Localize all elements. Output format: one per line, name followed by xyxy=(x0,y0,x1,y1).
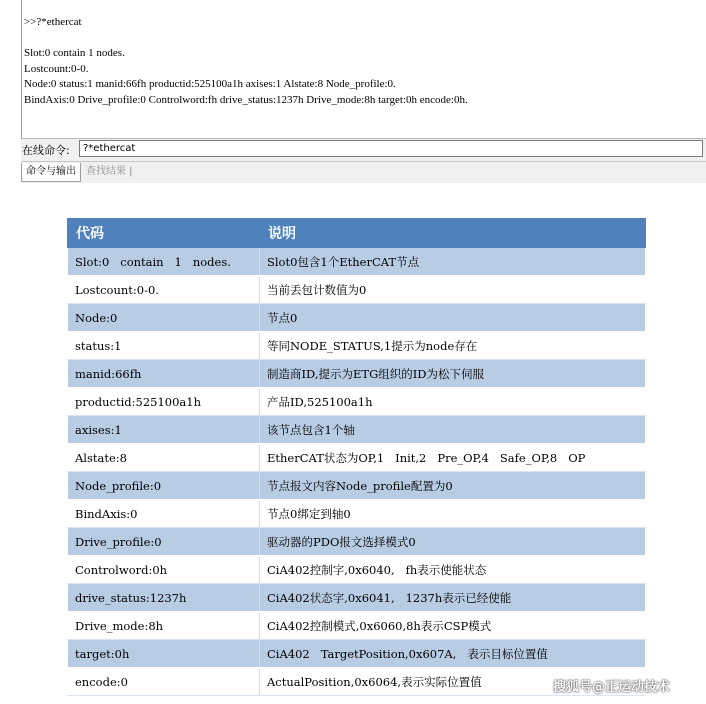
table-row xyxy=(68,472,646,500)
description-cell: 当前丢包计数值为0 xyxy=(260,276,646,304)
command-bar xyxy=(21,138,706,161)
command-input[interactable] xyxy=(79,140,703,157)
table-row xyxy=(68,304,646,332)
tab-find-results[interactable]: 查找结果 | xyxy=(86,166,133,177)
description-cell: CiA402控制字,0x6040, fh表示使能状态 xyxy=(260,556,646,584)
code-cell: status:1 xyxy=(68,332,260,360)
table-row xyxy=(68,640,646,668)
code-cell: Node:0 xyxy=(68,304,260,332)
header-description: 说明 xyxy=(260,219,646,248)
console-line xyxy=(24,31,468,47)
code-cell: productid:525100a1h xyxy=(68,388,260,416)
table-row xyxy=(68,416,646,444)
description-cell: 该节点包含1个轴 xyxy=(260,416,646,444)
code-cell: axises:1 xyxy=(68,416,260,444)
description-cell: 制造商ID,提示为ETG组织的ID为松下伺服 xyxy=(260,360,646,388)
description-cell: 驱动器的PDO报文选择模式0 xyxy=(260,528,646,556)
description-cell: CiA402 TargetPosition,0x607A, 表示目标位置值 xyxy=(260,640,646,668)
table-row xyxy=(68,528,646,556)
tab-command-output[interactable]: 命令与输出 xyxy=(21,163,81,182)
explanation-table xyxy=(67,218,646,696)
description-cell: 等同NODE_STATUS,1提示为node存在 xyxy=(260,332,646,360)
command-label: 在线命令: xyxy=(22,144,70,157)
console-lines xyxy=(24,15,468,108)
code-cell: manid:66fh xyxy=(68,360,260,388)
console-line: >>?*ethercat xyxy=(24,16,82,28)
header-code: 代码 xyxy=(68,219,260,248)
code-cell: Lostcount:0-0. xyxy=(68,276,260,304)
description-cell: EtherCAT状态为OP,1 Init,2 Pre_OP,4 Safe_OP,8 OP xyxy=(260,444,646,472)
console-line: BindAxis:0 Drive_profile:0 Controlword:fh drive_status:1237h Drive_mode:8h target:0h encode:0h. xyxy=(24,93,468,106)
code-cell: drive_status:1237h xyxy=(68,584,260,612)
description-cell: 节点0绑定到轴0 xyxy=(260,500,646,528)
code-cell: BindAxis:0 xyxy=(68,500,260,528)
table-row xyxy=(68,332,646,360)
description-cell: 节点报文内容Node_profile配置为0 xyxy=(260,472,646,500)
watermark: 搜狐号@正运动技术 xyxy=(553,680,671,695)
table-row xyxy=(68,276,646,304)
code-cell: Slot:0 contain 1 nodes. xyxy=(68,248,260,276)
description-cell: ActualPosition,0x6064,表示实际位置值 xyxy=(260,668,646,696)
table-row xyxy=(68,584,646,612)
description-cell: CiA402控制模式,0x6060,8h表示CSP模式 xyxy=(260,612,646,640)
code-cell: encode:0 xyxy=(68,668,260,696)
code-cell: Controlword:0h xyxy=(68,556,260,584)
table-row xyxy=(68,500,646,528)
description-cell: CiA402状态字,0x6041, 1237h表示已经使能 xyxy=(260,584,646,612)
table-row xyxy=(68,444,646,472)
console-line: Node:0 status:1 manid:66fh productid:525100a1h axises:1 Alstate:8 Node_profile:0. xyxy=(24,78,396,90)
code-cell: Node_profile:0 xyxy=(68,472,260,500)
code-cell: Alstate:8 xyxy=(68,444,260,472)
table-header-row xyxy=(68,219,646,248)
code-cell: Drive_profile:0 xyxy=(68,528,260,556)
table-row xyxy=(68,248,646,276)
description-cell: Slot0包含1个EtherCAT节点 xyxy=(260,248,646,276)
console-output xyxy=(21,0,706,138)
tab-bar xyxy=(21,161,706,183)
console-line: Lostcount:0-0. xyxy=(24,62,89,75)
code-cell: Drive_mode:8h xyxy=(68,612,260,640)
table-row xyxy=(68,388,646,416)
table-row xyxy=(68,556,646,584)
description-cell: 产品ID,525100a1h xyxy=(260,388,646,416)
console-line: Slot:0 contain 1 nodes. xyxy=(24,47,125,59)
table-row xyxy=(68,612,646,640)
table-row xyxy=(68,360,646,388)
description-cell: 节点0 xyxy=(260,304,646,332)
code-cell: target:0h xyxy=(68,640,260,668)
